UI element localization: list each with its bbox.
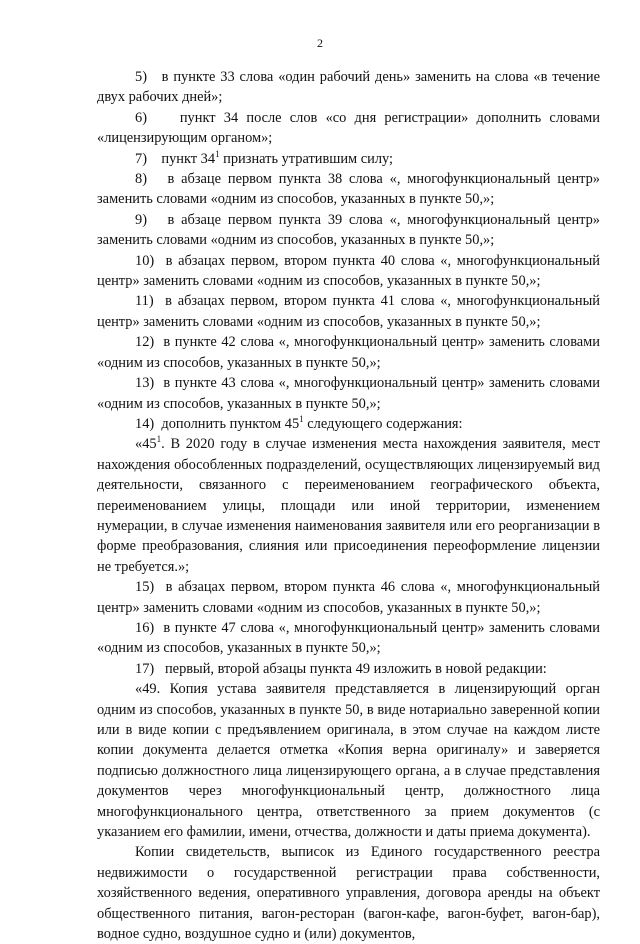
paragraph-text: следующего содержания: [303, 415, 463, 432]
paragraph-item-14 [97, 414, 600, 434]
paragraph-text: 12) в пункте 42 слова «, многофункциональный центр» заменить словами «одним из способов, указанных в пункте 50,»; [97, 334, 600, 371]
paragraph-text: Копии свидетельств, выписок из Единого государственного реестра недвижимости о государственной регистрации права собственности, хозяйственного ведения, оперативного управления, договора аренды на объект общественного питания, вагон-ресторан (вагон-кафе, вагон-буфет, вагон-бар), водное судно, воздушное судно и (или) документов, [97, 844, 600, 943]
paragraph-item-17 [97, 659, 600, 679]
paragraph-text: 9) в абзаце первом пункта 39 слова «, многофункциональный центр» заменить словами «одним из способов, указанных в пункте 50,»; [97, 211, 600, 249]
paragraph-text: 13) в пункте 43 слова «, многофункциональный центр» заменить словами «одним из способов, указанных в пункте 50,»; [97, 375, 600, 412]
paragraph-item-9 [97, 210, 600, 251]
paragraph-item-10 [97, 251, 600, 292]
paragraph-text: 15) в абзацах первом, втором пункта 46 слова «, многофункциональный центр» заменить словами «одним из способов, указанных в пункте 50,»; [97, 579, 600, 616]
paragraph-text: признать утратившим силу; [219, 150, 394, 167]
paragraph-item-16 [97, 618, 600, 659]
paragraph-item-6 [97, 108, 600, 149]
paragraph-text: «49. Копия устава заявителя представляется в лицензирующий орган одним из способов, указанных в пункте 50, в виде нотариально заверенной копии или в виде копии с предъявлением оригинала, в этом случае на каждом листе копии документа делается отметка «Копия верна оригиналу» и заверяется подписью должностного лица лицензирующего органа, а в случае представления документов через многофункциональный центр, должностного лица многофункционального центра, ответственного за прием документов (с указанием его фамилии, имени, отчества, должности и даты приема документа). [97, 681, 600, 841]
paragraph-quote-45-1 [97, 434, 600, 577]
superscript: 1 [299, 414, 304, 425]
paragraph-text: 8) в абзаце первом пункта 38 слова «, многофункциональный центр» заменить словами «одним из способов, указанных в пункте 50,»; [97, 171, 600, 208]
paragraph-item-15 [97, 577, 600, 618]
paragraph-text: 10) в абзацах первом, втором пункта 40 слова «, многофункциональный центр» заменить словами «одним из способов, указанных в пункте 50,»; [97, 252, 600, 290]
paragraph-text: 7) пункт 34 [135, 150, 216, 167]
paragraph-text: 16) в пункте 47 слова «, многофункциональный центр» заменить словами «одним из способов, указанных в пункте 50,»; [97, 619, 600, 657]
page-number: 2 [317, 36, 323, 50]
paragraph-item-5 [97, 67, 600, 108]
paragraph-item-7 [97, 149, 600, 169]
paragraph-text: 11) в абзацах первом, втором пункта 41 слова «, многофункциональный центр» заменить словами «одним из способов, указанных в пункте 50,»; [97, 293, 600, 330]
paragraph-text: 5) в пункте 33 слова «один рабочий день» заменить на слова «в течение двух рабочих дней»; [97, 69, 600, 106]
paragraph-copies [97, 842, 600, 944]
paragraph-quote-49 [97, 679, 600, 842]
paragraph-text: «45 [135, 436, 157, 453]
paragraph-item-8 [97, 169, 600, 210]
paragraph-item-12 [97, 332, 600, 373]
paragraph-text: 14) дополнить пунктом 45 [135, 415, 300, 432]
paragraph-text: 6) пункт 34 после слов «со дня регистрации» дополнить словами «лицензирующим органом»; [97, 109, 600, 147]
document-body [97, 67, 600, 944]
superscript: 1 [156, 434, 162, 445]
paragraph-item-11 [97, 291, 600, 332]
paragraph-item-13 [97, 373, 600, 414]
paragraph-text: . В 2020 году в случае изменения места нахождения заявителя, мест нахождения обособленных подразделений, осуществляющих лицензируемый вид деятельности, связанного с переименованием географического объекта, переименованием улицы, площади или иной территории, изменением нумерации, в случае изменения наименования заявителя или его реорганизации в форме преобразования, слияния или присоединения переоформление лицензии не требуется.»; [97, 436, 600, 575]
paragraph-text: 17) первый, второй абзацы пункта 49 изложить в новой редакции: [135, 660, 547, 677]
superscript: 1 [215, 148, 220, 159]
